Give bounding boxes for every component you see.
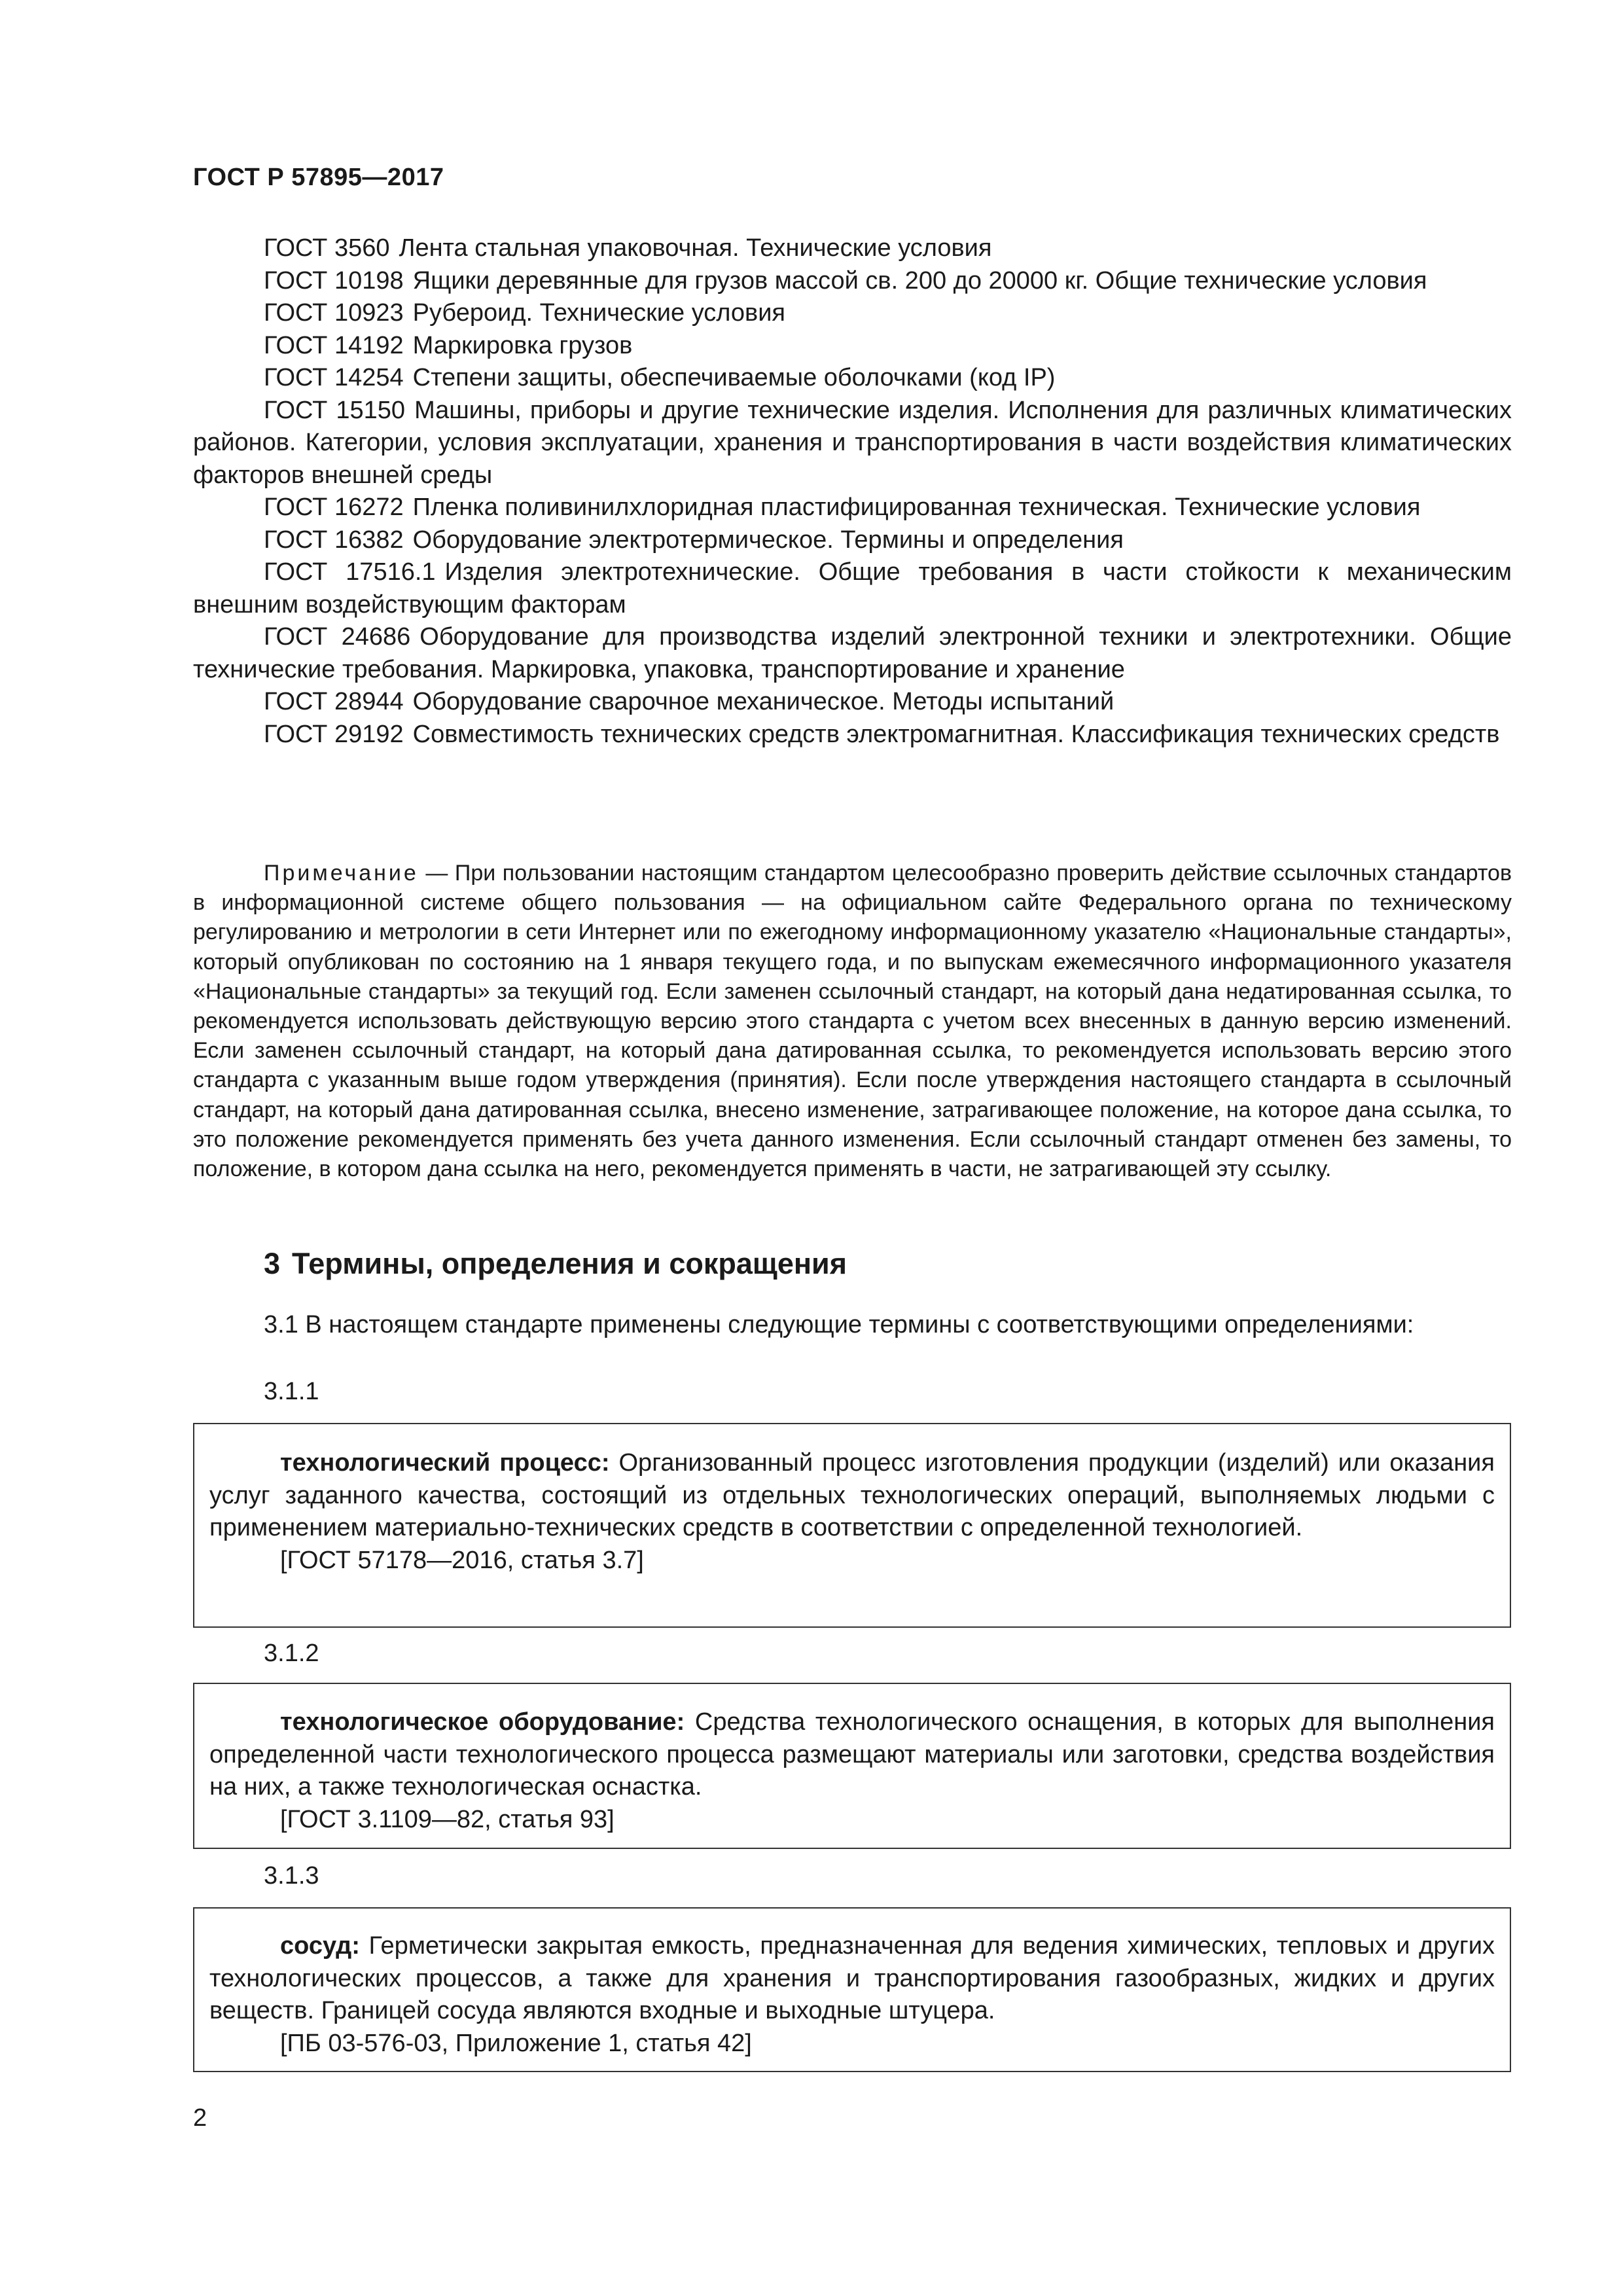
term-source: [ГОСТ 57178—2016, статья 3.7]	[280, 1546, 644, 1574]
document-header: ГОСТ Р 57895—2017	[193, 164, 444, 191]
term-name: сосуд:	[280, 1932, 360, 1960]
term-number: 3.1.1	[264, 1378, 319, 1405]
reference-code: ГОСТ 28944	[264, 688, 404, 715]
reference-code: ГОСТ 17516.1	[264, 558, 436, 586]
reference-code: ГОСТ 14254	[264, 364, 404, 391]
note-label: Примечание	[264, 861, 419, 886]
reference-item	[193, 330, 1512, 363]
reference-text: Степени защиты, обеспечиваемые оболочками (код IP)	[412, 364, 1056, 391]
term-definition-box	[193, 1907, 1511, 2072]
reference-text: Маркировка грузов	[412, 331, 633, 359]
section-heading	[264, 1247, 847, 1281]
reference-text: Ящики деревянные для грузов массой св. 200 до 20000 кг. Общие технические условия	[412, 266, 1427, 295]
term-source: [ГОСТ 3.1109—82, статья 93]	[280, 1805, 615, 1833]
reference-item	[193, 362, 1512, 395]
term-definition-box	[193, 1683, 1511, 1849]
reference-code: ГОСТ 15150	[264, 396, 406, 424]
reference-item	[193, 297, 1512, 330]
term-number: 3.1.2	[264, 1640, 319, 1667]
reference-text: Лента стальная упаковочная. Технические условия	[399, 234, 992, 262]
reference-text: Рубероид. Технические условия	[412, 299, 786, 327]
reference-text: Машины, приборы и другие технические изделия. Исполнения для различных климатических районов. Категории, условия эксплуатации, хранения и транспортирования в части воздействия климатических факторов внешней среды	[193, 396, 1512, 489]
section-title: Термины, определения и сокращения	[292, 1247, 847, 1280]
reference-item	[193, 492, 1512, 524]
reference-code: ГОСТ 16272	[264, 493, 404, 521]
term-definition	[209, 1447, 1495, 1545]
reference-list	[193, 232, 1512, 751]
reference-text: Оборудование сварочное механическое. Методы испытаний	[412, 688, 1115, 715]
reference-text: Пленка поливинилхлоридная пластифицированная техническая. Технические условия	[412, 493, 1421, 521]
note-paragraph	[193, 859, 1512, 1184]
page-number: 2	[193, 2104, 207, 2132]
reference-item	[193, 556, 1512, 621]
term-definition-text: Организованный процесс изготовления продукции (изделий) или оказания услуг заданного качества, состоящий из отдельных технологических операций, выполняемых людьми с применением материально-технических средств в соответствии с определенной технологией.	[209, 1449, 1495, 1541]
reference-item	[193, 524, 1512, 557]
reference-item	[193, 621, 1512, 686]
reference-text: Совместимость технических средств электромагнитная. Классификация технических средств	[412, 720, 1500, 748]
term-source: [ПБ 03-576-03, Приложение 1, статья 42]	[280, 2029, 752, 2057]
reference-code: ГОСТ 16382	[264, 526, 404, 554]
reference-item	[193, 232, 1512, 265]
reference-item	[193, 686, 1512, 719]
term-definition	[209, 1930, 1495, 2028]
term-definition	[209, 1706, 1495, 1804]
note-text: — При пользовании настоящим стандартом целесообразно проверить действие ссылочных стандартов в информационной системе общего пользования — на официальном сайте Федерального органа по техническому регулированию и метрологии в сети Интернет или по ежегодному информационному указателю «Национальные стандарты», который опубликован по состоянию на 1 января текущего года, и по выпускам ежемесячного информационного указателя «Национальные стандарты» за текущий год. Если заменен ссылочный стандарт, на который дана недатированная ссылка, то рекомендуется использовать действующую версию этого стандарта с учетом всех внесенных в данную версию изменений. Если заменен ссылочный стандарт, на который дана датированная ссылка, то рекомендуется использовать версию этого стандарта с указанным выше годом утверждения (принятия). Если после утверждения настоящего стандарта в ссылочный стандарт, на который дана датированная ссылка, внесено изменение, затрагивающее положение, на которое дана ссылка, то это положение рекомендуется применять без учета данного изменения. Если ссылочный стандарт отменен без замены, то положение, в котором дана ссылка на него, рекомендуется применять в части, не затрагивающей эту ссылку.	[193, 861, 1512, 1182]
reference-item	[193, 719, 1512, 751]
reference-code: ГОСТ 10923	[264, 299, 404, 327]
reference-code: ГОСТ 24686	[264, 623, 411, 651]
reference-code: ГОСТ 14192	[264, 331, 404, 359]
term-name: технологическое оборудование:	[280, 1708, 685, 1736]
reference-text: Оборудование для производства изделий электронной техники и электротехники. Общие технические требования. Маркировка, упаковка, транспортирование и хранение	[193, 623, 1512, 683]
reference-text: Оборудование электротермическое. Термины и определения	[412, 526, 1124, 554]
reference-item	[193, 265, 1512, 298]
term-number: 3.1.3	[264, 1862, 319, 1890]
term-name: технологический процесс:	[280, 1449, 610, 1477]
term-definition-text: Средства технологического оснащения, в которых для выполнения определенной части технологического процесса размещают материалы или заготовки, средства воздействия на них, а также технологическая оснастка.	[209, 1708, 1495, 1801]
reference-code: ГОСТ 3560	[264, 234, 390, 262]
term-definition-text: Герметически закрытая емкость, предназначенная для ведения химических, тепловых и других технологических процессов, а также для хранения и транспортирования газообразных, жидких и других веществ. Границей сосуда являются входные и выходные штуцера.	[209, 1932, 1495, 2024]
reference-item	[193, 395, 1512, 492]
reference-code: ГОСТ 10198	[264, 266, 404, 295]
section-number: 3	[264, 1247, 281, 1280]
reference-code: ГОСТ 29192	[264, 720, 404, 748]
reference-text: Изделия электротехнические. Общие требования в части стойкости к механическим внешним воздействующим факторам	[193, 558, 1512, 619]
intro-paragraph: 3.1 В настоящем стандарте применены следующие термины с соответствующими определениями:	[264, 1311, 1414, 1338]
term-definition-box	[193, 1423, 1511, 1628]
